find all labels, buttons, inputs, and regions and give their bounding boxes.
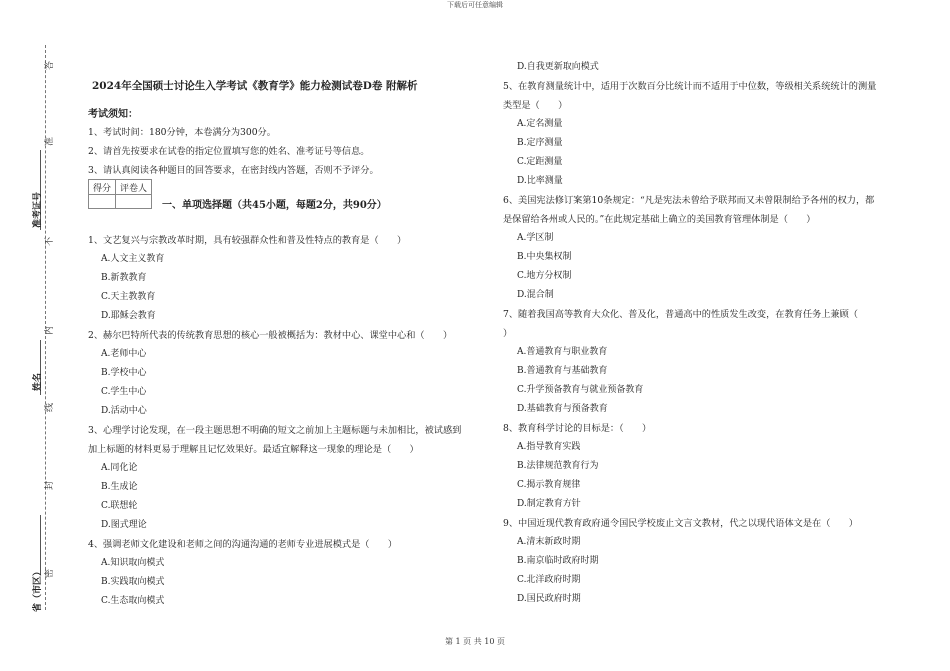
question-option[interactable]: B.实践取向模式 <box>101 577 165 587</box>
question-text: 是保留给各州或人民的。”在此规定基础上确立的美国教育管理体制是（ ） <box>503 214 816 225</box>
question-option[interactable]: C.升学预备教育与就业预备教育 <box>517 385 644 395</box>
seal-char-mi: 密 <box>45 568 55 578</box>
seal-char-feng: 封 <box>45 480 55 490</box>
question-option[interactable]: C.北洋政府时期 <box>517 575 581 585</box>
notice-item: 3、请认真阅读各种题目的回答要求，在密封线内答题，否则不予评分。 <box>88 165 379 176</box>
score-label: 得分 <box>89 180 116 195</box>
grader-cell[interactable] <box>116 195 152 209</box>
question-text: 9、中国近现代教育政府通令国民学校废止文言文教材，代之以现代语体文是在（ ） <box>503 518 858 529</box>
notice-item: 2、请首先按要求在试卷的指定位置填写您的姓名、准考证号等信息。 <box>88 146 370 157</box>
question-text: ） <box>503 328 513 339</box>
question-option[interactable]: B.南京临时政府时期 <box>517 556 599 566</box>
question-option[interactable]: A.普通教育与职业教育 <box>517 347 608 357</box>
question-option[interactable]: C.生态取向模式 <box>101 596 165 606</box>
seal-char-bu: 不 <box>45 236 55 246</box>
section-title: 一、单项选择题（共45小题，每题2分，共90分） <box>162 200 387 211</box>
notice-item: 1、考试时间：180分钟，本卷满分为300分。 <box>88 127 276 138</box>
seal-char-nei: 内 <box>45 325 55 335</box>
top-note: 下载后可任意编辑 <box>447 1 503 9</box>
question-option[interactable]: A.清末新政时期 <box>517 537 581 547</box>
question-option[interactable]: D.比率测量 <box>517 176 563 186</box>
question-text: 8、教育科学讨论的目标是：（ ） <box>503 423 652 434</box>
question-option[interactable]: A.知识取向模式 <box>101 558 165 568</box>
question-option[interactable]: A.人文主义教育 <box>101 254 165 264</box>
question-option[interactable]: B.法律规范教育行为 <box>517 461 599 471</box>
question-option[interactable]: A.定名测量 <box>517 119 563 129</box>
question-option[interactable]: D.图式理论 <box>101 520 147 530</box>
question-option[interactable]: B.生成论 <box>101 482 138 492</box>
question-text: 4、强调老师文化建设和老师之间的沟通沟通的老师专业进展模式是（ ） <box>88 539 398 550</box>
name-label: 姓名 <box>33 372 43 391</box>
question-text: 类型是（ ） <box>503 100 568 111</box>
exam-title: 2024年全国硕士讨论生入学考试《教育学》能力检测试卷D卷 附解析 <box>92 80 418 92</box>
question-text: 5、在教育测量统计中，适用于次数百分比统计而不适用于中位数，等级相关系统统计的测量 <box>503 81 877 92</box>
question-option[interactable]: D.基础教育与预备教育 <box>517 404 608 414</box>
question-option[interactable]: B.学校中心 <box>101 368 147 378</box>
exam-number-label: 准考证号 <box>33 191 43 228</box>
question-option[interactable]: C.揭示教育规律 <box>517 480 581 490</box>
question-option: D.自我更新取向模式 <box>517 62 599 72</box>
score-cell[interactable] <box>89 195 116 209</box>
question-option[interactable]: B.新教教育 <box>101 273 147 283</box>
question-text: 6、美国宪法修订案第10条规定：“凡是宪法未曾给予联邦而又未曾限制给予各州的权力，都 <box>503 195 875 206</box>
question-option[interactable]: C.学生中心 <box>101 387 147 397</box>
question-text: 3、心理学讨论发现，在一段主题思想不明确的短文之前加上主题标题与未加相比，被试感到 <box>88 425 462 436</box>
question-option[interactable]: D.制定教育方针 <box>517 499 581 509</box>
question-option[interactable]: A.指导教育实践 <box>517 442 581 452</box>
question-option[interactable]: D.国民政府时期 <box>517 594 581 604</box>
page-footer: 第 1 页 共 10 页 <box>445 637 505 646</box>
question-option[interactable]: C.地方分权制 <box>517 271 572 281</box>
binding-margin <box>0 0 62 671</box>
question-option[interactable]: B.中央集权制 <box>517 252 572 262</box>
question-option[interactable]: C.联想轮 <box>101 501 138 511</box>
seal-char-da: 答 <box>45 60 55 70</box>
notice-heading: 考试须知： <box>88 109 138 120</box>
question-option[interactable]: A.同化论 <box>101 463 138 473</box>
question-option[interactable]: A.学区制 <box>517 233 554 243</box>
score-table <box>88 179 152 209</box>
question-option[interactable]: B.定序测量 <box>517 138 563 148</box>
question-option[interactable]: B.普通教育与基础教育 <box>517 366 608 376</box>
question-text: 1、文艺复兴与宗教改革时期，具有较强群众性和普及性特点的教育是（ ） <box>88 235 407 246</box>
question-text: 2、赫尔巴特所代表的传统教育思想的核心一般被概括为：教材中心、课堂中心和（ ） <box>88 330 453 341</box>
question-option[interactable]: C.天主教教育 <box>101 292 156 302</box>
question-option[interactable]: A.老师中心 <box>101 349 147 359</box>
province-label: 省（市区） <box>33 566 43 612</box>
seal-char-xian: 线 <box>45 402 55 412</box>
grader-label: 评卷人 <box>116 180 152 195</box>
question-option[interactable]: C.定距测量 <box>517 157 563 167</box>
question-text: 加上标题的材料更易于理解且记忆效果好。最适宜解释这一现象的理论是（ ） <box>88 444 419 455</box>
question-text: 7、随着我国高等教育大众化、普及化，普通高中的性质发生改变，在教育任务上兼顾（ <box>503 309 858 320</box>
question-option[interactable]: D.混合制 <box>517 290 554 300</box>
seal-char-zhun: 准 <box>45 136 55 146</box>
question-option[interactable]: D.耶稣会教育 <box>101 311 156 321</box>
question-option[interactable]: D.活动中心 <box>101 406 147 416</box>
